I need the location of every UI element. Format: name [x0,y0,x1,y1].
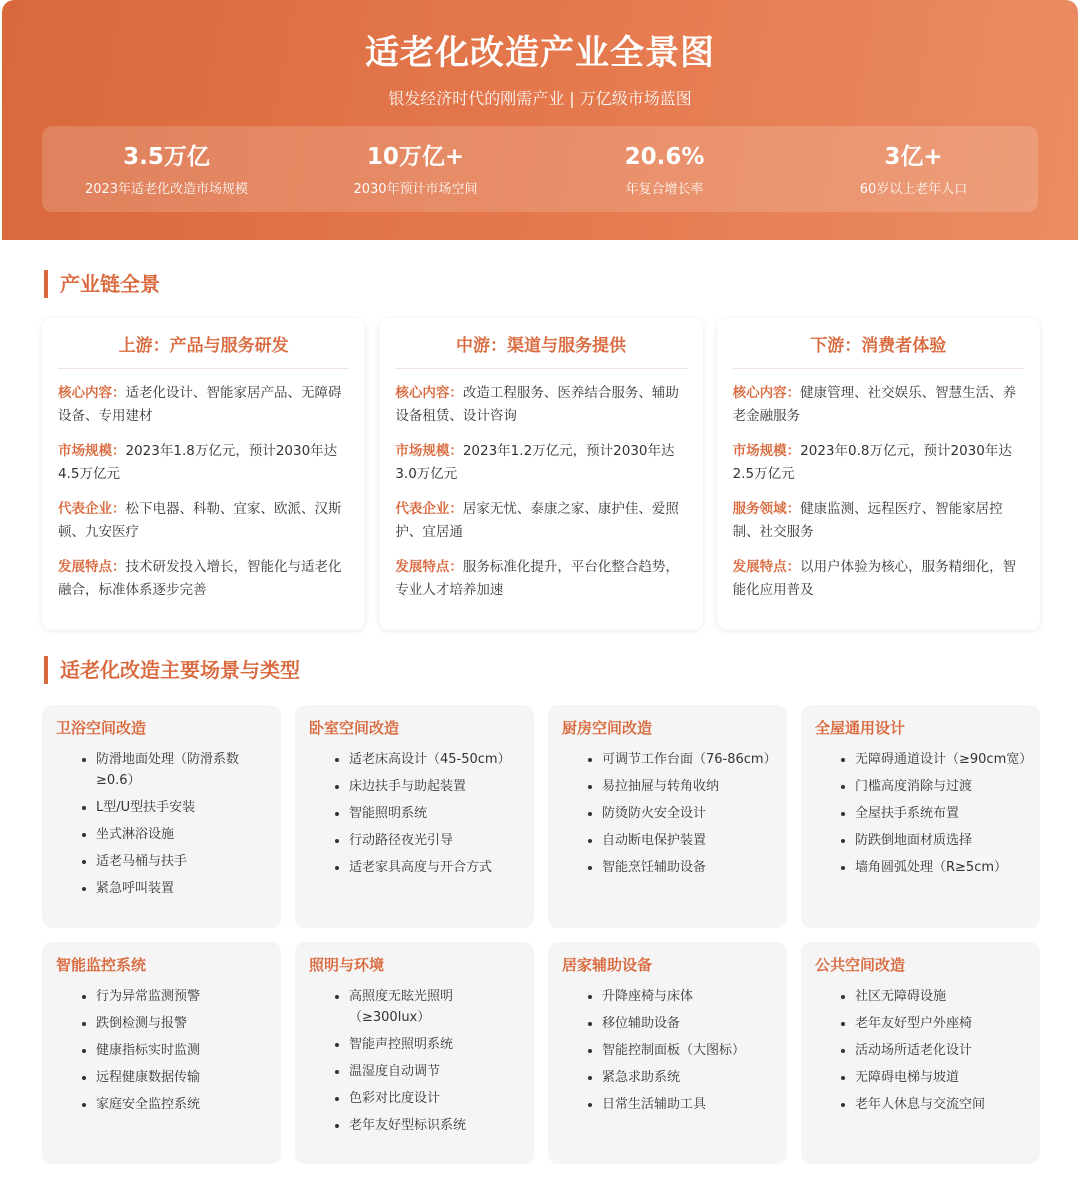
scene-card-public-space [801,942,1040,1164]
page-title: 适老化改造产业全景图 [365,33,715,73]
list-item: • 智能烹饪辅助设备 [602,857,773,878]
scene-card-title: 公共空间改造 [815,956,906,974]
chain-item [58,382,349,427]
list-item: • 可调节工作台面（76-86cm） [602,749,773,770]
header-banner [2,0,1078,240]
chain-item-key: 代表企业： [58,501,126,517]
list-item: • 防滑地面处理（防滑系数≥0.6） [96,749,267,791]
chain-item-text: 以用户体验为核心，服务精细化，智能化应用普及 [732,559,1017,598]
chain-card-midstream [379,318,702,630]
stat-value: 10万亿+ [366,143,465,170]
scene-card-title: 智能监控系统 [56,956,147,974]
chain-item-key: 核心内容： [58,385,126,401]
scene-card-title: 卫浴空间改造 [56,719,147,737]
list-item: • 移位辅助设备 [602,1013,773,1034]
scene-list [562,749,777,878]
list-item: • 适老家具高度与开合方式 [349,857,520,878]
list-item: • 智能控制面板（大图标） [602,1040,773,1061]
stat-label: 年复合增长率 [625,181,704,197]
scene-list [815,749,1033,878]
list-item: • 坐式淋浴设施 [96,824,267,845]
chain-item [733,498,1024,543]
chain-card-downstream [717,318,1040,630]
chain-card-title: 上游：产品与服务研发 [58,334,349,369]
scene-card-title: 居家辅助设备 [562,956,653,974]
scene-card-title: 照明与环境 [309,956,385,974]
chain-item-key: 市场规模： [395,443,463,459]
chain-item-key: 市场规模： [732,443,801,459]
chain-item [395,498,686,543]
list-item: • 自动断电保护装置 [602,830,773,851]
chain-item [395,556,686,601]
chain-item-key: 代表企业： [395,501,463,517]
list-item: • 防跌倒地面材质选择 [855,830,1026,851]
stat-label: 2023年适老化改造市场规模 [84,181,249,197]
chain-item-text: 2023年1.2万亿元，预计2030年达3.0万亿元 [395,443,675,482]
chain-item-key: 发展特点： [732,559,801,575]
stats-bar [42,126,1038,212]
scene-card-bathroom [42,705,281,928]
chain-item-key: 核心内容： [732,385,801,401]
list-item: • 老年友好型标识系统 [349,1115,520,1136]
chain-item-key: 发展特点： [395,559,463,575]
scene-list [562,986,773,1115]
chain-item-text: 2023年1.8万亿元，预计2030年达4.5万亿元 [58,443,338,482]
scene-card-bedroom [295,705,534,928]
chain-item [395,382,686,427]
chain-item [395,440,686,485]
list-item: • 高照度无眩光照明（≥300lux） [349,986,520,1028]
scene-card-smart-monitoring [42,942,281,1164]
section-title-scenes: 适老化改造主要场景与类型 [44,656,300,684]
list-item: • 远程健康数据传输 [96,1067,267,1088]
chain-item-text: 2023年0.8万亿元，预计2030年达2.5万亿元 [732,443,1012,482]
scene-list [56,986,267,1115]
stat-value: 3.5万亿 [123,143,210,170]
list-item: • 行动路径夜光引导 [349,830,520,851]
scene-card-home-assist [548,942,787,1164]
list-item: • 智能照明系统 [349,803,520,824]
list-item: • 家庭安全监控系统 [96,1094,267,1115]
chain-item [733,382,1024,427]
chain-item-text: 适老化设计、智能家居产品、无障碍设备、专用建材 [58,385,342,424]
list-item: • L型/U型扶手安装 [96,797,267,818]
list-item: • 社区无障碍设施 [855,986,1026,1007]
stat-label: 60岁以上老年人口 [859,181,968,197]
list-item: • 老年友好型户外座椅 [855,1013,1026,1034]
list-item: • 易拉抽屉与转角收纳 [602,776,773,797]
list-item: • 墙角圆弧处理（R≥5cm） [855,857,1026,878]
scene-card-title: 卧室空间改造 [309,719,400,737]
chain-card-title: 下游：消费者体验 [733,334,1024,369]
scene-list [815,986,1026,1115]
chain-item-text: 松下电器、科勒、宜家、欧派、汉斯顿、九安医疗 [58,501,342,540]
list-item: • 适老马桶与扶手 [96,851,267,872]
list-item: • 色彩对比度设计 [349,1088,520,1109]
chain-item-text: 改造工程服务、医养结合服务、辅助设备租赁、设计咨询 [395,385,679,424]
infographic-page [2,0,1078,1189]
scene-card-title: 全屋通用设计 [815,719,906,737]
chain-item [58,440,349,485]
list-item: • 温湿度自动调节 [349,1061,520,1082]
chain-item [733,556,1024,601]
list-item: • 紧急呼叫装置 [96,878,267,899]
chain-item-key: 市场规模： [58,443,126,459]
list-item: • 老年人休息与交流空间 [855,1094,1026,1115]
stat-elderly-population [789,142,1038,197]
scene-grid [42,705,1040,1164]
stat-value: 3亿+ [884,143,943,170]
scene-list [309,749,520,878]
list-item: • 无障碍通道设计（≥90cm宽） [855,749,1026,770]
list-item: • 门槛高度消除与过渡 [855,776,1026,797]
chain-item [58,556,349,601]
scene-card-whole-house [801,705,1040,928]
list-item: • 智能声控照明系统 [349,1034,520,1055]
stat-market-2023 [42,142,291,197]
scene-list [56,749,267,899]
chain-item-text: 技术研发投入增长，智能化与适老化融合，标准体系逐步完善 [58,559,342,598]
stat-market-2030 [291,142,540,197]
chain-card-title: 中游：渠道与服务提供 [395,334,686,369]
chain-item [733,440,1024,485]
chain-item-text: 服务标准化提升，平台化整合趋势，专业人才培养加速 [395,559,679,598]
industry-chain [42,318,1040,630]
list-item: • 健康指标实时监测 [96,1040,267,1061]
stat-value: 20.6% [624,143,705,170]
stat-cagr [540,142,789,197]
list-item: • 跌倒检测与报警 [96,1013,267,1034]
scene-list [309,986,520,1136]
section-title-industry-chain: 产业链全景 [44,270,160,298]
list-item: • 防烫防火安全设计 [602,803,773,824]
list-item: • 全屋扶手系统布置 [855,803,1026,824]
stat-label: 2030年预计市场空间 [353,181,478,197]
chain-item-key: 核心内容： [395,385,463,401]
list-item: • 适老床高设计（45-50cm） [349,749,520,770]
chain-item [58,498,349,543]
chain-card-upstream [42,318,365,630]
scene-card-title: 厨房空间改造 [562,719,653,737]
list-item: • 紧急求助系统 [602,1067,773,1088]
page-subtitle: 银发经济时代的刚需产业 | 万亿级市场蓝图 [388,89,692,108]
chain-item-text: 健康监测、远程医疗、智能家居控制、社交服务 [732,501,1003,540]
chain-item-text: 健康管理、社交娱乐、智慧生活、养老金融服务 [732,385,1017,424]
chain-item-key: 发展特点： [58,559,126,575]
list-item: • 无障碍电梯与坡道 [855,1067,1026,1088]
list-item: • 活动场所适老化设计 [855,1040,1026,1061]
list-item: • 床边扶手与助起装置 [349,776,520,797]
scene-card-lighting [295,942,534,1164]
list-item: • 行为异常监测预警 [96,986,267,1007]
chain-item-text: 居家无忧、泰康之家、康护佳、爱照护、宜居通 [395,501,679,540]
list-item: • 升降座椅与床体 [602,986,773,1007]
chain-item-key: 服务领域： [732,501,801,517]
scene-card-kitchen [548,705,787,928]
list-item: • 日常生活辅助工具 [602,1094,773,1115]
